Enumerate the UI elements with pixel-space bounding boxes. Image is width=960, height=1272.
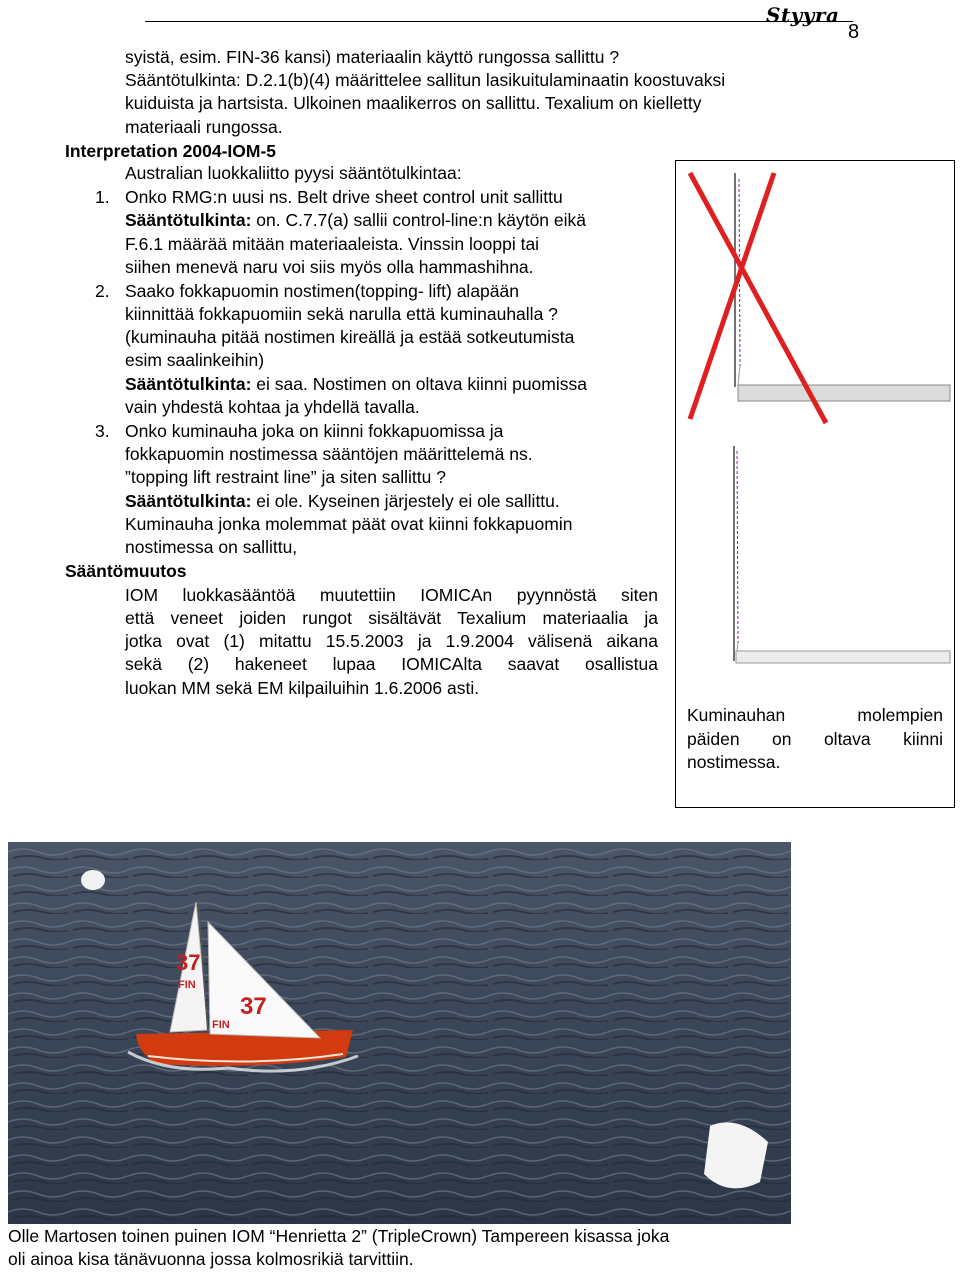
text-line: IOM luokkasääntöä muutettiin IOMICAn pyynnöstä siten [125,585,658,605]
list-number: 2. [95,281,110,301]
ruling-text: on. C.7.7(a) sallii control-line:n käytön eikä [251,210,587,230]
figure-box [675,160,955,808]
ruling-line [125,373,587,397]
diagram-correct [734,446,950,663]
styyra-logo: Styyra [766,3,840,27]
text-line: sekä (2) hakeneet lupaa IOMICAlta saavat osallistua [125,654,658,674]
sail-number: 37 [176,950,201,975]
ruling-line [125,209,586,233]
list-number: 1. [95,187,110,207]
sail-number: 37 [240,993,267,1020]
text-line: Kuminauha jonka molemmat päät ovat kiinni fokkapuomin [125,514,573,534]
text-line: fokkapuomin nostimessa sääntöjen määrittelemä ns. [125,444,533,464]
header-rule [145,21,853,22]
ruling-line [125,490,560,514]
text-line: esim saalinkeihin) [125,350,265,370]
text-line: siihen menevä naru voi siis myös olla hammashihna. [125,257,534,277]
caption-text: Kuminauhan molempien [687,705,943,725]
text-line: että veneet joiden rungot sisältävät Texalium materiaalia ja [125,608,658,628]
figure-caption-line [687,704,943,728]
text-line: Onko kuminauha joka on kiinni fokkapuomissa ja [125,421,504,441]
text-line: nostimessa on sallittu, [125,537,298,557]
interpretation-heading: Interpretation 2004-IOM-5 [65,141,277,161]
text-line: Sääntötulkinta: D.2.1(b)(4) määrittelee sallitun lasikuitulaminaatin koostuvaksi [125,70,726,90]
ruling-label: Sääntötulkinta: [125,491,252,511]
text-line: kiinnittää fokkapuomiin sekä narulla että kuminauhalla ? [125,304,558,324]
page-number: 8 [848,21,860,43]
text-line: ”topping lift restraint line” ja siten sallittu ? [125,467,446,487]
photo-caption-line: oli ainoa kisa tänävuonna jossa kolmosrikiä tarvittiin. [8,1249,414,1269]
text-line: (kuminauha pitää nostimen kireällä ja estää sotkeutumista [125,327,575,347]
photo-caption-line: Olle Martosen toinen puinen IOM “Henrietta 2” (TripleCrown) Tampereen kisassa joka [8,1226,670,1246]
ruling-text: ei ole. Kyseinen järjestely ei ole sallittu. [251,491,560,511]
text-line: F.6.1 määrää mitään materiaaleista. Vinssin looppi tai [125,234,540,254]
text-line: syistä, esim. FIN-36 kansi) materiaalin käyttö rungossa sallittu ? [125,47,620,67]
cross-stroke-1 [690,173,774,419]
sail-country: FIN [178,979,196,991]
list-number: 3. [95,421,110,441]
photo-illustration [8,842,791,1224]
ruling-text: ei saa. Nostimen on oltava kiinni puomissa [251,374,587,394]
text-line: materiaali rungossa. [125,117,283,137]
figure-caption-line [687,728,943,752]
ruling-label: Sääntötulkinta: [125,210,252,230]
caption-text: päiden on oltava kiinni [687,729,943,749]
figure-caption-line: nostimessa. [687,752,781,772]
buoy-top [81,870,105,890]
sail-country: FIN [212,1019,230,1031]
sailboat-photo [8,842,791,1224]
ruling-label: Sääntötulkinta: [125,374,252,394]
text-line: Australian luokkaliitto pyysi sääntötulkintaa: [125,163,462,183]
text-line: Onko RMG:n uusi ns. Belt drive sheet control unit sallittu [125,187,563,207]
text-line: kuiduista ja hartsista. Ulkoinen maalikerros on sallittu. Texalium on kielletty [125,93,702,113]
rule-change-heading: Sääntömuutos [65,561,187,581]
text-line: Saako fokkapuomin nostimen(topping- lift) alapään [125,281,519,301]
text-line: jotka ovat (1) mitattu 15.5.2003 ja 1.9.2004 välisenä aikana [125,631,658,651]
text-line: luokan MM sekä EM kilpailuihin 1.6.2006 asti. [125,678,480,698]
diagram-incorrect [690,173,950,423]
text-line: vain yhdestä kohtaa ja yhdellä tavalla. [125,397,420,417]
